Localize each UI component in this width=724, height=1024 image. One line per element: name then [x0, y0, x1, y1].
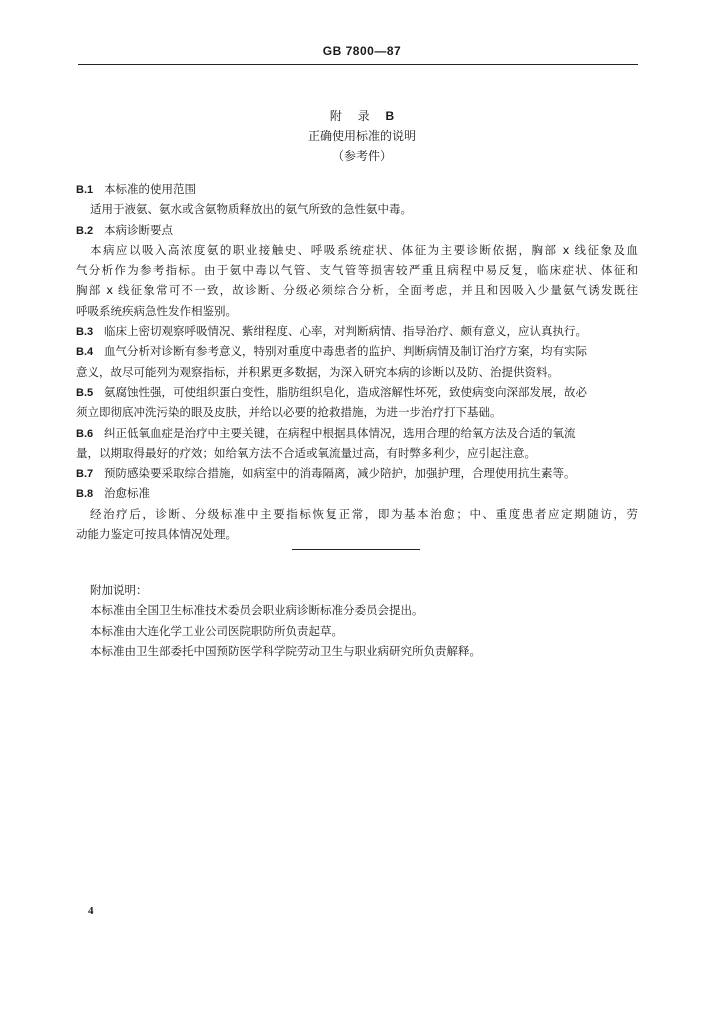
section-number: B.4 — [76, 346, 94, 359]
paragraph-line: 胸部 x 线征象常可不一致，故诊断、分级必须综合分析，全面考虑，并且和因吸入少量氨气诱发既往 — [76, 283, 638, 298]
paragraph-line: 本病应以吸入高浓度氨的职业接触史、呼吸系统症状、体征为主要诊断依据，胸部 x 线征象及血 — [90, 242, 638, 257]
standard-code: GB 7800—87 — [322, 44, 402, 58]
section-number: B.3 — [76, 326, 94, 339]
paragraph-line: 经治疗后，诊断、分级标准中主要指标恢复正常，即为基本治愈；中、重度患者应定期随访，劳 — [90, 506, 638, 521]
paragraph-line: 呼吸系统疾病急性发作相鉴别。 — [76, 303, 237, 318]
section-number: B.1 — [76, 184, 94, 196]
section-number: B.7 — [76, 468, 94, 481]
paragraph-line: 适用于液氨、氨水或含氨物质释放出的氨气所致的急性氨中毒。 — [90, 202, 412, 217]
section-heading: 临床上密切观察呼吸情况、紫绀程度、心率，对判断病情、指导治疗、颇有意义，应认真执行。 — [104, 324, 587, 339]
paragraph-line: 意义，故尽可能列为观察指标，并积累更多数据，为深入研究本病的诊断以及防、治提供资料。 — [76, 364, 559, 379]
section-number: B.8 — [76, 488, 94, 501]
appendix-heading — [0, 106, 724, 126]
notes-line: 本标准由全国卫生标准技术委员会职业病诊断标准分委员会提出。 — [90, 603, 424, 618]
header-rule — [78, 64, 638, 65]
section-b1 — [76, 179, 638, 199]
section-heading: 血气分析对诊断有参考意义，特别对重度中毒患者的监护、判断病情及制订治疗方案，均有实际 — [104, 344, 587, 359]
section-heading: 治愈标准 — [104, 486, 150, 501]
appendix-title: 正确使用标准的说明 — [307, 129, 416, 143]
section-b8 — [76, 483, 638, 503]
notes-title: 附加说明： — [90, 583, 148, 597]
appendix-body — [76, 179, 638, 544]
section-divider — [292, 549, 420, 550]
notes-line: 本标准由大连化学工业公司医院职防所负责起草。 — [90, 623, 343, 638]
section-heading: 纠正低氧血症是治疗中主要关键，在病程中根据具体情况，选用合理的给氧方法及合适的氧流 — [104, 425, 576, 440]
appendix-title-block — [0, 106, 724, 166]
section-number: B.5 — [76, 386, 94, 399]
section-heading: 预防感染要采取综合措施，如病室中的消毒隔离，减少陪护，加强护理，合理使用抗生素等。 — [104, 466, 576, 481]
paragraph-line: 量，以期取得最好的疗效；如给氧方法不合适或氧流量过高，有时弊多利少，应引起注意。 — [76, 445, 536, 460]
page-number: 4 — [88, 905, 94, 917]
additional-notes — [90, 580, 638, 661]
section-heading: 氨腐蚀性强，可使组织蛋白变性，脂肪组织皂化，造成溶解性坏死，致使病变向深部发展，故必 — [104, 384, 587, 399]
section-heading: 本标准的使用范围 — [104, 182, 196, 196]
section-b4 — [76, 341, 638, 361]
section-b6 — [76, 423, 638, 443]
section-b2 — [76, 220, 638, 240]
paragraph-line: 动能力鉴定可按具体情况处理。 — [76, 527, 237, 542]
section-heading: 本病诊断要点 — [104, 222, 173, 237]
section-number: B.2 — [76, 224, 94, 237]
section-number: B.6 — [76, 427, 94, 440]
section-b5 — [76, 382, 638, 402]
section-b3 — [76, 321, 638, 341]
section-b7 — [76, 463, 638, 483]
paragraph-line: 气分析作为参考指标。由于氨中毒以气管、支气管等损害较严重且病程中易反复，临床症状、体征和 — [76, 263, 638, 278]
appendix-label: 附 录 — [329, 109, 376, 123]
notes-line: 本标准由卫生部委托中国预防医学科学院劳动卫生与职业病研究所负责解释。 — [90, 643, 481, 658]
appendix-type: （参考件） — [331, 149, 392, 163]
paragraph-line: 须立即彻底冲洗污染的眼及皮肤，并给以必要的抢救措施，为进一步治疗打下基础。 — [76, 405, 502, 420]
appendix-letter: B — [385, 109, 395, 123]
